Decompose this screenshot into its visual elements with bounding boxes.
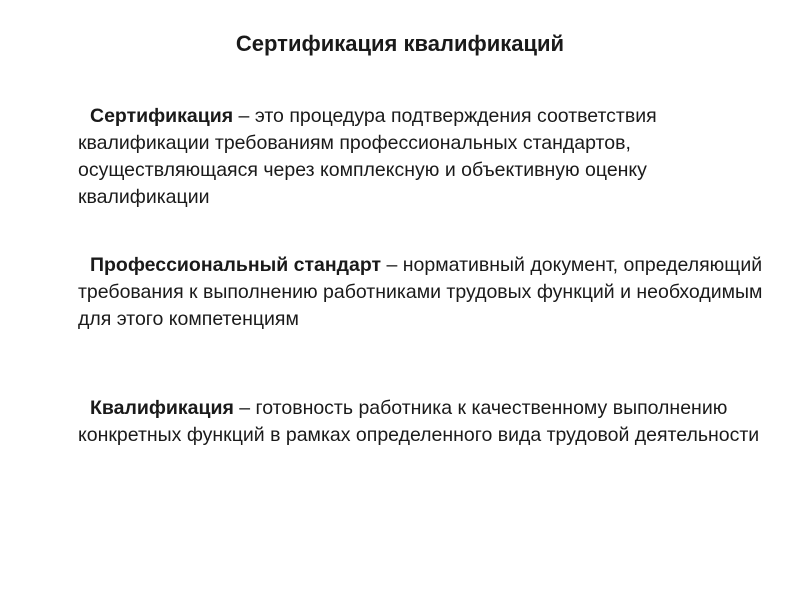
definition-certification — [78, 103, 768, 211]
definition-term: Сертификация — [90, 105, 234, 127]
definition-qualification — [78, 395, 768, 449]
definition-text: – готовность работника к качественному выполнению конкретных функций в рамках определенного вида трудовой деятельности — [78, 397, 760, 446]
definition-professional-standard — [78, 252, 768, 333]
definition-text: – это процедура подтверждения соответствия квалификации требованиям профессиональных стандартов, осуществляющаяся через комплексную и объективную оценку квалификации — [78, 105, 657, 208]
definition-text: – нормативный документ, определяющий требования к выполнению работниками трудовых функций и необходимым для этого компетенциям — [78, 254, 763, 330]
definition-term: Квалификация — [90, 397, 234, 419]
slide-title: Сертификация квалификаций — [235, 31, 565, 56]
definition-term: Профессиональный стандарт — [90, 254, 382, 276]
